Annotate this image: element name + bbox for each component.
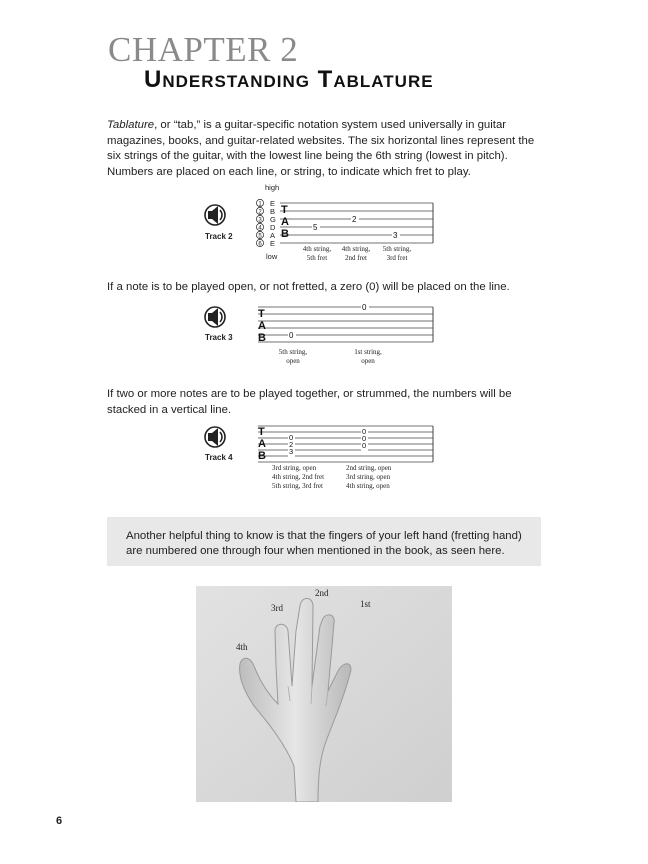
caption: 4th string, open: [346, 482, 390, 490]
intro-paragraph: [107, 118, 543, 180]
string-name: E: [270, 239, 276, 248]
svg-text:T: T: [258, 308, 265, 320]
speaker-icon[interactable]: [205, 205, 225, 225]
chapter-title: Understanding Tablature: [144, 66, 434, 93]
svg-text:A: A: [258, 438, 266, 450]
captions: [279, 348, 382, 365]
finger-label-3rd: 3rd: [271, 603, 283, 613]
string-number: 4: [258, 225, 262, 232]
svg-text:A: A: [258, 320, 266, 332]
note: 0: [362, 434, 367, 443]
note: 3: [393, 231, 398, 240]
note: 5: [313, 223, 318, 232]
low-label: low: [266, 252, 278, 261]
string-labels: [256, 199, 276, 248]
string-number: 3: [258, 217, 262, 224]
svg-text:B: B: [258, 332, 266, 344]
string-name: D: [270, 223, 276, 232]
chord-paragraph: If two or more notes are to be played together, or strummed, the numbers will be stacked in a vertical line.: [107, 388, 512, 416]
note: 2: [289, 440, 294, 449]
tab-clef-icon: [258, 426, 266, 462]
svg-text:T: T: [281, 204, 288, 216]
caption: 3rd fret: [386, 254, 408, 262]
speaker-icon[interactable]: [205, 307, 225, 327]
string-number: 1: [258, 201, 262, 208]
tab-staff: [258, 307, 433, 342]
svg-text:T: T: [258, 426, 265, 438]
tab-clef-icon: [258, 308, 266, 344]
tab-staff: [258, 426, 433, 462]
note: 0: [362, 427, 367, 436]
string-number: 5: [258, 233, 262, 240]
string-name: G: [270, 215, 276, 224]
page-number: 6: [56, 815, 63, 827]
caption: open: [361, 357, 375, 365]
note: 3: [289, 447, 294, 456]
note: 2: [352, 215, 357, 224]
string-name: E: [270, 199, 276, 208]
captions: [272, 464, 392, 490]
svg-text:B: B: [281, 228, 289, 240]
finger-label-4th: 4th: [236, 642, 248, 652]
string-name: B: [270, 207, 276, 216]
hand-photo: [196, 586, 452, 802]
speaker-icon[interactable]: [205, 427, 225, 447]
note: 0: [362, 441, 367, 450]
svg-text:A: A: [281, 216, 289, 228]
caption: 5th string,: [382, 245, 412, 253]
notes: [288, 303, 369, 340]
caption: 5th string, 3rd fret: [272, 482, 323, 490]
note: 0: [289, 331, 294, 340]
caption: 5th string,: [278, 348, 308, 356]
string-number: 6: [258, 241, 262, 248]
tab-clef-icon: [281, 204, 289, 240]
chapter-number: CHAPTER 2: [108, 30, 299, 69]
note: 0: [289, 433, 294, 442]
tab-example-2: [195, 300, 455, 370]
string-number: 2: [258, 209, 262, 216]
caption: 4th string, 2nd fret: [272, 473, 325, 481]
open-note-paragraph: If a note is to be played open, or not fretted, a zero (0) will be placed on the line.: [107, 281, 510, 293]
high-label: high: [265, 183, 280, 192]
string-name: A: [270, 231, 276, 240]
finger-label-2nd: 2nd: [315, 588, 329, 598]
caption: 4th string,: [302, 245, 332, 253]
tablature-term: Tablature: [107, 119, 155, 131]
intro-text: , or “tab,” is a guitar-specific notation system used universally in guitar magazines, books, and guitar-related websites. The six horizontal lines represent the six strings of the guitar, with the lowest line being the 6th string (lowest in pitch). Numbers are placed on each line, or string, to indicate which fret to play.: [107, 119, 535, 178]
caption: 4th string,: [341, 245, 371, 253]
svg-text:B: B: [258, 450, 266, 462]
track-label: Track 3: [205, 333, 233, 342]
caption: 3rd string, open: [346, 473, 391, 481]
finger-label-1st: 1st: [360, 599, 371, 609]
callout-text: Another helpful thing to know is that the fingers of your left hand (fretting hand) are numbered one through four when mentioned in the book, as seen here.: [126, 530, 522, 557]
caption: 3rd string, open: [272, 464, 317, 472]
tab-example-3: [195, 420, 455, 495]
tab-example-1: [195, 180, 455, 265]
caption: 1st string,: [354, 348, 382, 356]
caption: open: [286, 357, 300, 365]
track-label: Track 4: [205, 453, 233, 462]
caption: 5th fret: [306, 254, 328, 262]
note: 0: [362, 303, 367, 312]
track-label: Track 2: [205, 232, 233, 241]
caption: 2nd fret: [345, 254, 367, 262]
caption: 2nd string, open: [346, 464, 392, 472]
captions: [303, 245, 412, 262]
